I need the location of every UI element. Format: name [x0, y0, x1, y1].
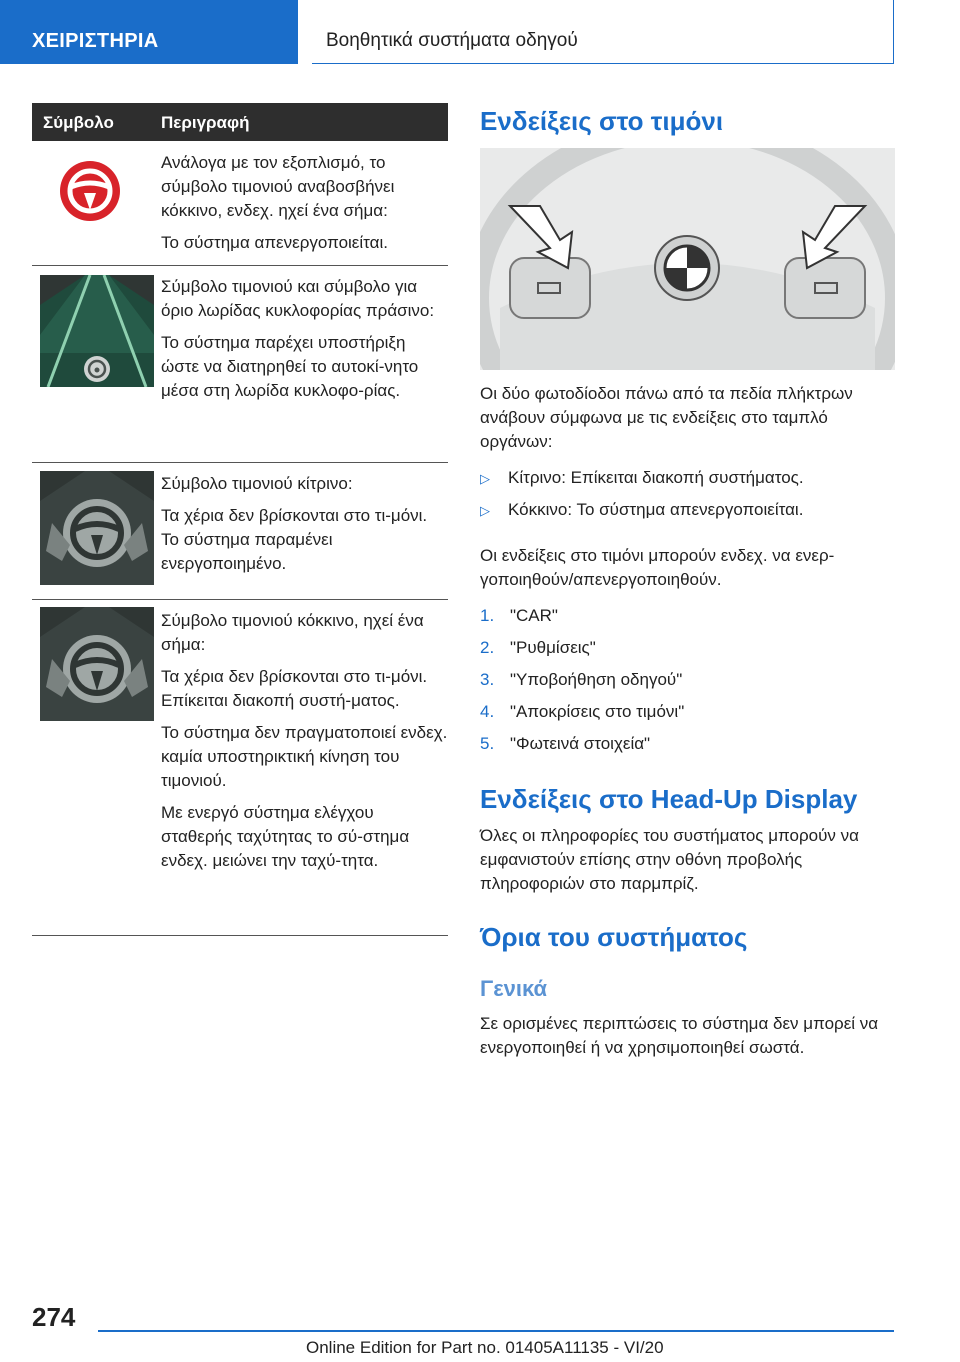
triangle-bullet-icon: ▷ — [480, 503, 490, 518]
desc-text: Με ενεργό σύστημα ελέγχου σταθερής ταχύτητας το σύ-στημα ενδεχ. μειώνει την ταχύ-τητα. — [161, 803, 410, 870]
triangle-bullet-icon: ▷ — [480, 471, 490, 486]
step-text: "Αποκρίσεις στο τιμόνι" — [510, 702, 685, 721]
desc-text: Τα χέρια δεν βρίσκονται στο τι-μόνι. Επίκειται διακοπή συστή-ματος. — [161, 667, 428, 710]
steering-intro — [480, 382, 900, 454]
footer-text: Online Edition for Part no. 01405A11135 - VI/20 — [306, 1338, 664, 1357]
step-number: 2. — [480, 638, 495, 657]
steering-wheel-image — [480, 148, 895, 375]
col-description: Περιγραφή — [161, 113, 250, 132]
step-text: "Ρυθμίσεις" — [510, 638, 596, 657]
step-number: 3. — [480, 670, 495, 689]
table-header — [32, 103, 448, 141]
limits-text — [480, 1012, 900, 1060]
page-number: 274 — [32, 1302, 76, 1332]
hud-paragraph: Όλες οι πληροφορίες του συστήματος μπορούν να εμφανιστούν επίσης στην οθόνη προβολής πληροφοριών στο παρμπρίζ. — [480, 826, 859, 893]
col-symbol: Σύμβολο — [43, 113, 114, 132]
step-number: 1. — [480, 606, 495, 625]
step-number: 4. — [480, 702, 495, 721]
step-item — [480, 638, 596, 658]
config-text — [480, 544, 900, 592]
hud-text — [480, 824, 900, 896]
lane-green-icon — [40, 275, 154, 392]
list-item — [480, 500, 803, 520]
step-item — [480, 670, 682, 690]
desc-text: Το σύστημα παρέχει υποστήριξη ώστε να διατηρηθεί το αυτοκί-νητο μέσα στη λωρίδα κυκλοφο-ρίας. — [161, 333, 419, 400]
table-row — [32, 265, 448, 463]
desc-text: Σύμβολο τιμονιού και σύμβολο για όριο λωρίδας κυκλοφορίας πράσινο: — [161, 277, 435, 320]
chapter-title: Βοηθητικά συστήματα οδηγού — [326, 30, 578, 51]
section-tab — [0, 0, 298, 64]
desc-text: Το σύστημα απενεργοποιείται. — [161, 233, 388, 252]
table-row — [32, 462, 448, 600]
footer-divider — [98, 1330, 894, 1332]
limits-subtitle: Γενικά — [480, 976, 548, 1001]
chapter-header — [312, 0, 894, 64]
step-item — [480, 702, 684, 722]
steering-red-hands-icon — [40, 607, 154, 726]
desc-text: Σύμβολο τιμονιού κόκκινο, ηχεί ένα σήμα: — [161, 611, 424, 654]
list-item — [480, 468, 804, 488]
step-text: "Φωτεινά στοιχεία" — [510, 734, 651, 753]
desc-text: Τα χέρια δεν βρίσκονται στο τι-μόνι. Το σύστημα παραμένει ενεργοποιημένο. — [161, 506, 428, 573]
table-row — [32, 599, 448, 936]
step-item — [480, 734, 650, 754]
step-text: "Υποβοήθηση οδηγού" — [510, 670, 683, 689]
desc-text: Το σύστημα δεν πραγματοποιεί ενδεχ. καμία υποστηρικτική κίνηση του τιμονιού. — [161, 723, 448, 790]
hud-section-title: Ενδείξεις στο Head-Up Display — [480, 784, 858, 814]
section-title: ΧΕΙΡΙΣΤΗΡΙΑ — [32, 30, 159, 52]
table-row — [32, 141, 448, 266]
bullet-text: Κίτρινο: Επίκειται διακοπή συστήματος. — [508, 468, 804, 487]
limits-section-title: Όρια του συστήματος — [480, 922, 748, 952]
intro-text: Οι δύο φωτοδίοδοι πάνω από τα πεδία πλήκτρων ανάβουν σύμφωνα με τις ενδείξεις στο ταμπλό οργάνων: — [480, 384, 853, 451]
limits-paragraph: Σε ορισμένες περιπτώσεις το σύστημα δεν μπορεί να ενεργοποιηθεί ή να χρησιμοποιηθεί σωστά. — [480, 1014, 879, 1057]
step-text: "CAR" — [510, 606, 558, 625]
bullet-text: Κόκκινο: Το σύστημα απενεργοποιείται. — [508, 500, 804, 519]
desc-text: Ανάλογα με τον εξοπλισμό, το σύμβολο τιμονιού αναβοσβήνει κόκκινο, ενδεχ. ηχεί ένα σήμα: — [161, 153, 395, 220]
step-number: 5. — [480, 734, 495, 753]
steering-section-title: Ενδείξεις στο τιμόνι — [480, 106, 724, 136]
step-item — [480, 606, 558, 626]
steering-yellow-icon — [40, 471, 154, 590]
desc-text: Σύμβολο τιμονιού κίτρινο: — [161, 474, 353, 493]
steering-red-icon — [58, 159, 122, 228]
config-paragraph: Οι ενδείξεις στο τιμόνι μπορούν ενδεχ. να ενερ-γοποιηθούν/απενεργοποιηθούν. — [480, 546, 835, 589]
